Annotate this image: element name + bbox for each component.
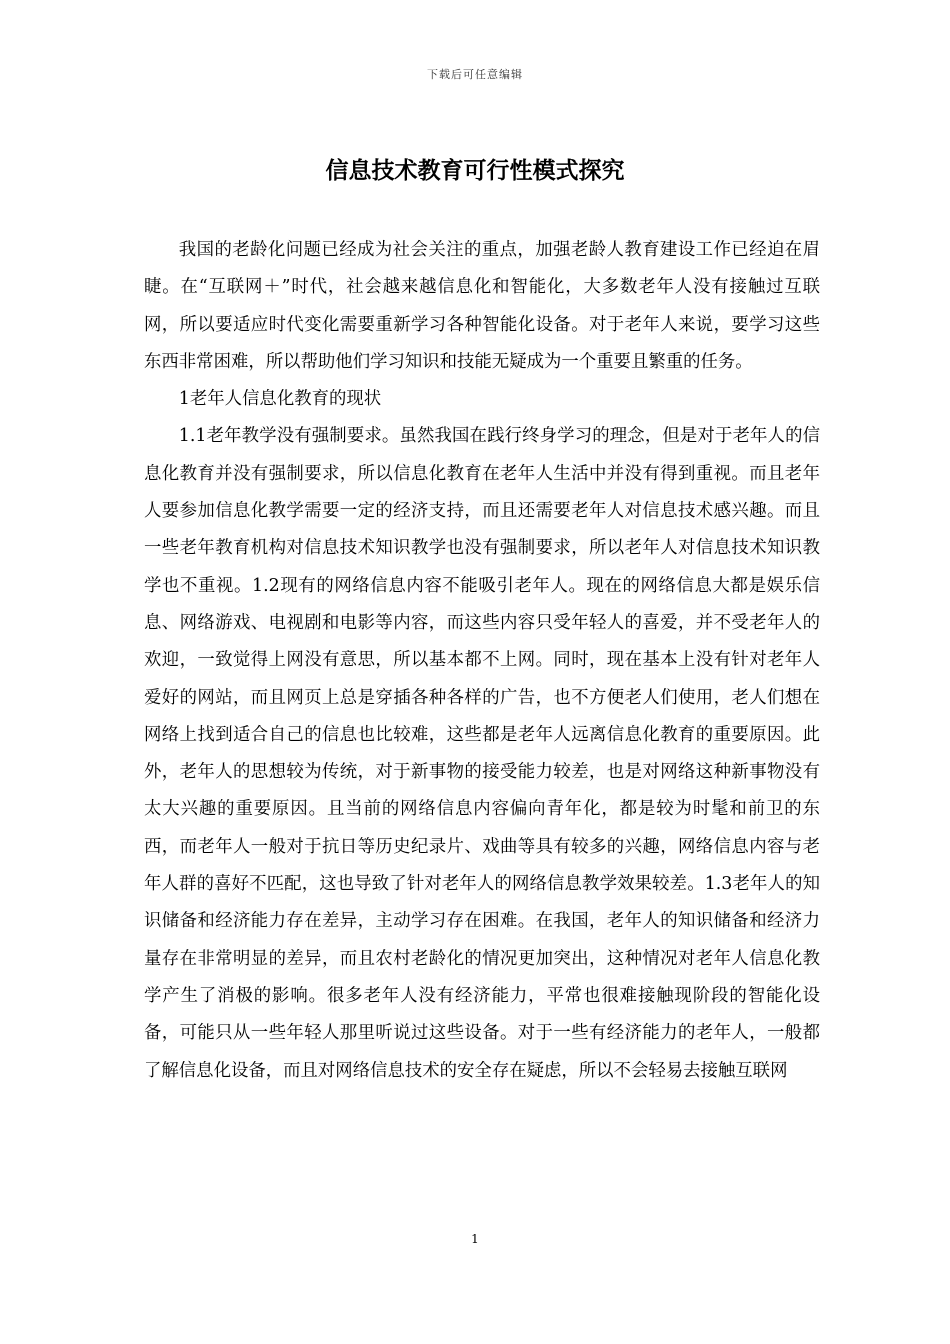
page-number: 1 — [471, 1232, 479, 1246]
page-header: 下载后可任意编辑 — [427, 68, 523, 81]
body-paragraph-intro: 我国的老龄化问题已经成为社会关注的重点，加强老龄人教育建设工作已经迫在眉睫。在“互联网＋”时代，社会越来越信息化和智能化，大多数老年人没有接触过互联网，所以要适应时代变化需要重新学习各种智能化设备。对于老年人来说，要学习这些东西非常困难，所以帮助他们学习知识和技能无疑成为一个重要且繁重的任务。 — [144, 240, 820, 372]
section-heading: 1老年人信息化教育的现状 — [178, 389, 382, 410]
document-title: 信息技术教育可行性模式探究 — [325, 157, 625, 184]
body-paragraph-section-1: 1.1老年教学没有强制要求。虽然我国在践行终身学习的理念，但是对于老年人的信息化教育并没有强制要求，所以信息化教育在老年人生活中并没有得到重视。而且老年人要参加信息化教学需要一定的经济支持，而且还需要老年人对信息技术感兴趣。而且一些老年教育机构对信息技术知识教学也没有强制要求，所以老年人对信息技术知识教学也不重视。1.2现有的网络信息内容不能吸引老年人。现在的网络信息大都是娱乐信息、网络游戏、电视剧和电影等内容，而这些内容只受年轻人的喜爱，并不受老年人的欢迎，一致觉得上网没有意思，所以基本都不上网。同时，现在基本上没有针对老年人爱好的网站，而且网页上总是穿插各种各样的广告，也不方便老人们使用，老人们想在网络上找到适合自己的信息也比较难，这些都是老年人远离信息化教育的重要原因。此外，老年人的思想较为传统，对于新事物的接受能力较差，也是对网络这种新事物没有太大兴趣的重要原因。且当前的网络信息内容偏向青年化，都是较为时髦和前卫的东西，而老年人一般对于抗日等历史纪录片、戏曲等具有较多的兴趣，网络信息内容与老年人群的喜好不匹配，这也导致了针对老年人的网络信息教学效果较差。1.3老年人的知识储备和经济能力存在差异，主动学习存在困难。在我国，老年人的知识储备和经济力量存在非常明显的差异，而且农村老龄化的情况更加突出，这种情况对老年人信息化教学产生了消极的影响。很多老年人没有经济能力，平常也很难接触现阶段的智能化设备，可能只从一些年轻人那里听说过这些设备。对于一些有经济能力的老年人，一般都了解信息化设备，而且对网络信息技术的安全存在疑虑，所以不会轻易去接触互联网 — [144, 426, 820, 1081]
document-body — [144, 232, 820, 1090]
